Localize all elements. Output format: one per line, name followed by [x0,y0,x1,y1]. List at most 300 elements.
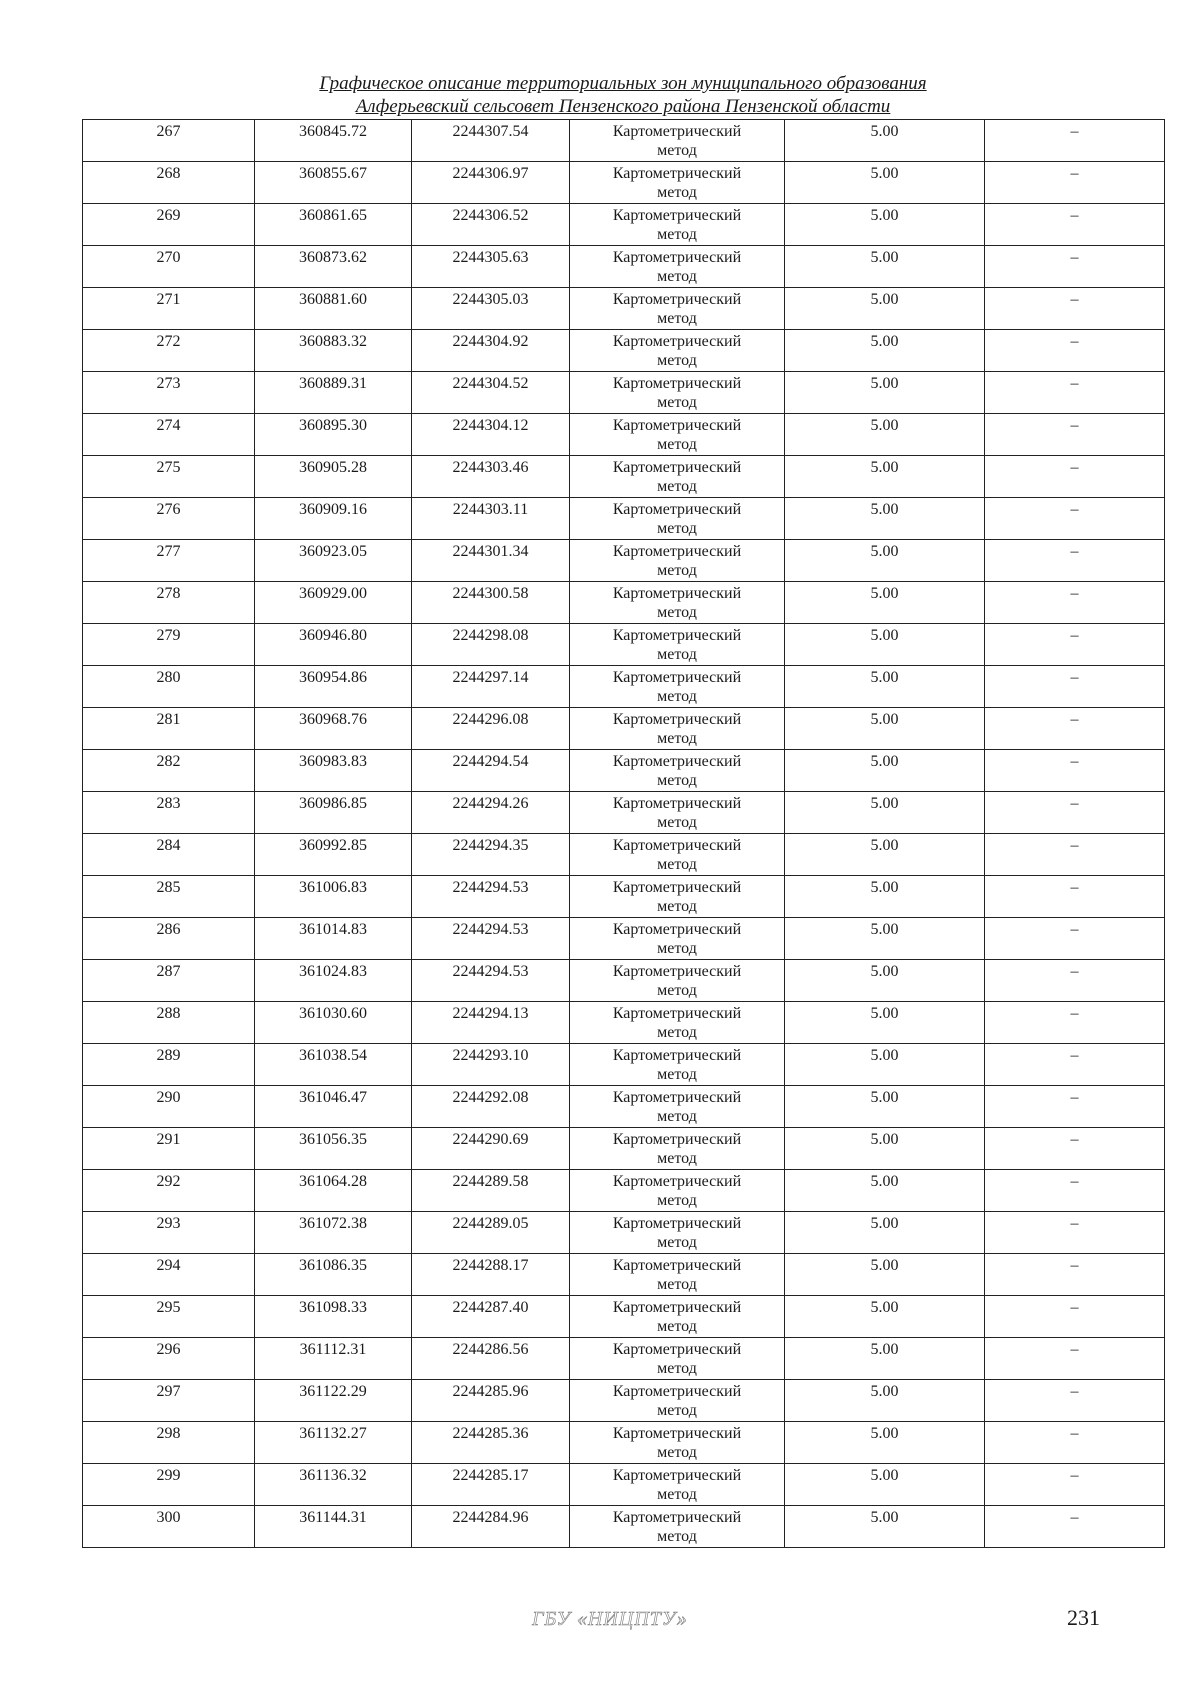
y-coordinate-cell: 2244285.17 [412,1464,570,1506]
point-number-cell: 278 [83,582,255,624]
y-coordinate-cell: 2244306.97 [412,162,570,204]
table-row [83,330,1165,372]
method-cell [570,540,785,582]
point-number-cell: 292 [83,1170,255,1212]
x-coordinate-cell: 360946.80 [255,624,412,666]
method-line-2: метод [657,1528,697,1545]
x-coordinate-cell: 360983.83 [255,750,412,792]
note-cell: – [985,876,1165,918]
accuracy-cell: 5.00 [785,498,985,540]
note-cell: – [985,1464,1165,1506]
accuracy-cell: 5.00 [785,1380,985,1422]
method-line-2: метод [657,898,697,915]
method-line-1: Картометрический [612,1257,742,1274]
method-line-1: Картометрический [612,123,742,140]
y-coordinate-cell: 2244289.58 [412,1170,570,1212]
table-row [83,1254,1165,1296]
method-line-1: Картометрический [612,1215,742,1232]
table-row [83,246,1165,288]
x-coordinate-cell: 361064.28 [255,1170,412,1212]
coordinates-table [82,119,1165,1548]
method-line-1: Картометрический [612,1299,742,1316]
y-coordinate-cell: 2244288.17 [412,1254,570,1296]
point-number-cell: 293 [83,1212,255,1254]
x-coordinate-cell: 361014.83 [255,918,412,960]
accuracy-cell: 5.00 [785,372,985,414]
table-row [83,498,1165,540]
y-coordinate-cell: 2244285.36 [412,1422,570,1464]
point-number-cell: 272 [83,330,255,372]
table-row [83,1506,1165,1548]
method-line-1: Картометрический [612,291,742,308]
table-row [83,624,1165,666]
y-coordinate-cell: 2244298.08 [412,624,570,666]
method-line-1: Картометрический [612,753,742,770]
table-row [83,1464,1165,1506]
point-number-cell: 291 [83,1128,255,1170]
note-cell: – [985,960,1165,1002]
table-row [83,1422,1165,1464]
note-cell: – [985,918,1165,960]
y-coordinate-cell: 2244292.08 [412,1086,570,1128]
method-line-2: метод [657,1276,697,1293]
point-number-cell: 279 [83,624,255,666]
method-cell [570,1464,785,1506]
table-row [83,288,1165,330]
document-header [82,72,1164,118]
x-coordinate-cell: 361046.47 [255,1086,412,1128]
note-cell: – [985,708,1165,750]
y-coordinate-cell: 2244306.52 [412,204,570,246]
note-cell: – [985,204,1165,246]
y-coordinate-cell: 2244304.92 [412,330,570,372]
method-line-1: Картометрический [612,1383,742,1400]
method-cell [570,1338,785,1380]
method-cell [570,1170,785,1212]
method-line-1: Картометрический [612,165,742,182]
point-number-cell: 269 [83,204,255,246]
x-coordinate-cell: 360895.30 [255,414,412,456]
x-coordinate-cell: 360992.85 [255,834,412,876]
x-coordinate-cell: 361072.38 [255,1212,412,1254]
point-number-cell: 290 [83,1086,255,1128]
y-coordinate-cell: 2244304.12 [412,414,570,456]
method-line-1: Картометрический [612,627,742,644]
note-cell: – [985,1002,1165,1044]
x-coordinate-cell: 360845.72 [255,120,412,162]
method-line-2: метод [657,184,697,201]
coordinates-table-body [83,120,1165,1548]
accuracy-cell: 5.00 [785,876,985,918]
table-row [83,1170,1165,1212]
method-line-1: Картометрический [612,375,742,392]
y-coordinate-cell: 2244303.46 [412,456,570,498]
point-number-cell: 288 [83,1002,255,1044]
method-line-1: Картометрический [612,1509,742,1526]
x-coordinate-cell: 360861.65 [255,204,412,246]
accuracy-cell: 5.00 [785,330,985,372]
method-line-2: метод [657,1024,697,1041]
point-number-cell: 282 [83,750,255,792]
point-number-cell: 274 [83,414,255,456]
method-line-1: Картометрический [612,669,742,686]
accuracy-cell: 5.00 [785,120,985,162]
point-number-cell: 273 [83,372,255,414]
x-coordinate-cell: 360923.05 [255,540,412,582]
note-cell: – [985,792,1165,834]
method-cell [570,918,785,960]
point-number-cell: 299 [83,1464,255,1506]
accuracy-cell: 5.00 [785,1128,985,1170]
point-number-cell: 281 [83,708,255,750]
accuracy-cell: 5.00 [785,1170,985,1212]
x-coordinate-cell: 360873.62 [255,246,412,288]
table-row [83,204,1165,246]
method-line-2: метод [657,1402,697,1419]
method-line-2: метод [657,562,697,579]
accuracy-cell: 5.00 [785,582,985,624]
method-cell [570,1128,785,1170]
x-coordinate-cell: 361122.29 [255,1380,412,1422]
method-line-2: метод [657,226,697,243]
x-coordinate-cell: 361136.32 [255,1464,412,1506]
method-line-2: метод [657,310,697,327]
method-line-1: Картометрический [612,1131,742,1148]
method-cell [570,246,785,288]
accuracy-cell: 5.00 [785,1506,985,1548]
x-coordinate-cell: 360909.16 [255,498,412,540]
y-coordinate-cell: 2244304.52 [412,372,570,414]
method-cell [570,582,785,624]
table-row [83,1338,1165,1380]
table-row [83,120,1165,162]
note-cell: – [985,120,1165,162]
footer-organization: ГБУ «НИЦПТУ» [532,1608,688,1630]
method-line-1: Картометрический [612,1047,742,1064]
method-cell [570,1002,785,1044]
method-cell [570,1086,785,1128]
accuracy-cell: 5.00 [785,1422,985,1464]
note-cell: – [985,246,1165,288]
x-coordinate-cell: 361098.33 [255,1296,412,1338]
accuracy-cell: 5.00 [785,666,985,708]
x-coordinate-cell: 361086.35 [255,1254,412,1296]
x-coordinate-cell: 361030.60 [255,1002,412,1044]
y-coordinate-cell: 2244294.26 [412,792,570,834]
table-row [83,834,1165,876]
method-line-2: метод [657,940,697,957]
method-line-1: Картометрический [612,795,742,812]
x-coordinate-cell: 360855.67 [255,162,412,204]
accuracy-cell: 5.00 [785,1464,985,1506]
point-number-cell: 297 [83,1380,255,1422]
accuracy-cell: 5.00 [785,414,985,456]
method-cell [570,372,785,414]
x-coordinate-cell: 361144.31 [255,1506,412,1548]
x-coordinate-cell: 361112.31 [255,1338,412,1380]
table-row [83,1212,1165,1254]
page-number: 231 [1067,1605,1100,1630]
y-coordinate-cell: 2244285.96 [412,1380,570,1422]
table-row [83,1044,1165,1086]
point-number-cell: 283 [83,792,255,834]
accuracy-cell: 5.00 [785,162,985,204]
note-cell: – [985,750,1165,792]
y-coordinate-cell: 2244294.53 [412,960,570,1002]
method-cell [570,876,785,918]
method-cell [570,1422,785,1464]
accuracy-cell: 5.00 [785,960,985,1002]
accuracy-cell: 5.00 [785,1338,985,1380]
note-cell: – [985,1212,1165,1254]
y-coordinate-cell: 2244284.96 [412,1506,570,1548]
method-cell [570,330,785,372]
method-cell [570,162,785,204]
method-cell [570,288,785,330]
y-coordinate-cell: 2244303.11 [412,498,570,540]
method-line-2: метод [657,772,697,789]
note-cell: – [985,1338,1165,1380]
method-line-2: метод [657,268,697,285]
method-cell [570,1044,785,1086]
x-coordinate-cell: 360968.76 [255,708,412,750]
method-line-2: метод [657,352,697,369]
y-coordinate-cell: 2244294.35 [412,834,570,876]
x-coordinate-cell: 360881.60 [255,288,412,330]
y-coordinate-cell: 2244287.40 [412,1296,570,1338]
note-cell: – [985,582,1165,624]
method-cell [570,750,785,792]
point-number-cell: 300 [83,1506,255,1548]
note-cell: – [985,1044,1165,1086]
method-line-1: Картометрический [612,459,742,476]
method-cell [570,120,785,162]
method-line-1: Картометрический [612,501,742,518]
note-cell: – [985,540,1165,582]
accuracy-cell: 5.00 [785,540,985,582]
point-number-cell: 296 [83,1338,255,1380]
table-row [83,372,1165,414]
method-line-2: метод [657,1108,697,1125]
method-line-1: Картометрический [612,1425,742,1442]
y-coordinate-cell: 2244293.10 [412,1044,570,1086]
table-row [83,876,1165,918]
y-coordinate-cell: 2244290.69 [412,1128,570,1170]
note-cell: – [985,1380,1165,1422]
note-cell: – [985,666,1165,708]
accuracy-cell: 5.00 [785,918,985,960]
y-coordinate-cell: 2244286.56 [412,1338,570,1380]
point-number-cell: 287 [83,960,255,1002]
point-number-cell: 284 [83,834,255,876]
note-cell: – [985,162,1165,204]
x-coordinate-cell: 360929.00 [255,582,412,624]
note-cell: – [985,1128,1165,1170]
method-line-1: Картометрический [612,1173,742,1190]
method-cell [570,204,785,246]
y-coordinate-cell: 2244294.54 [412,750,570,792]
method-line-1: Картометрический [612,963,742,980]
note-cell: – [985,624,1165,666]
accuracy-cell: 5.00 [785,204,985,246]
method-line-1: Картометрический [612,249,742,266]
point-number-cell: 268 [83,162,255,204]
method-line-2: метод [657,1192,697,1209]
note-cell: – [985,330,1165,372]
method-line-2: метод [657,646,697,663]
accuracy-cell: 5.00 [785,792,985,834]
x-coordinate-cell: 361038.54 [255,1044,412,1086]
table-row [83,456,1165,498]
x-coordinate-cell: 360889.31 [255,372,412,414]
accuracy-cell: 5.00 [785,1086,985,1128]
x-coordinate-cell: 360986.85 [255,792,412,834]
method-line-1: Картометрический [612,879,742,896]
table-row [83,1086,1165,1128]
header-line-2: Алферьевский сельсовет Пензенского района Пензенской области [355,96,891,117]
method-line-1: Картометрический [612,207,742,224]
method-line-1: Картометрический [612,585,742,602]
note-cell: – [985,372,1165,414]
y-coordinate-cell: 2244296.08 [412,708,570,750]
method-line-1: Картометрический [612,1089,742,1106]
method-line-1: Картометрический [612,1467,742,1484]
point-number-cell: 298 [83,1422,255,1464]
method-cell [570,414,785,456]
note-cell: – [985,1296,1165,1338]
note-cell: – [985,1506,1165,1548]
y-coordinate-cell: 2244289.05 [412,1212,570,1254]
x-coordinate-cell: 360954.86 [255,666,412,708]
header-line-1: Графическое описание территориальных зон муниципального образования [319,73,927,94]
method-line-2: метод [657,856,697,873]
method-cell [570,1212,785,1254]
y-coordinate-cell: 2244307.54 [412,120,570,162]
table-row [83,162,1165,204]
method-line-2: метод [657,520,697,537]
y-coordinate-cell: 2244305.63 [412,246,570,288]
table-row [83,1002,1165,1044]
point-number-cell: 285 [83,876,255,918]
method-line-2: метод [657,982,697,999]
note-cell: – [985,1254,1165,1296]
x-coordinate-cell: 361132.27 [255,1422,412,1464]
method-line-2: метод [657,688,697,705]
note-cell: – [985,834,1165,876]
point-number-cell: 286 [83,918,255,960]
method-line-2: метод [657,604,697,621]
table-row [83,960,1165,1002]
method-line-2: метод [657,1318,697,1335]
accuracy-cell: 5.00 [785,1254,985,1296]
note-cell: – [985,498,1165,540]
point-number-cell: 289 [83,1044,255,1086]
point-number-cell: 295 [83,1296,255,1338]
table-row [83,1296,1165,1338]
method-line-1: Картометрический [612,711,742,728]
accuracy-cell: 5.00 [785,834,985,876]
method-line-2: метод [657,1234,697,1251]
table-row [83,708,1165,750]
method-line-2: метод [657,436,697,453]
accuracy-cell: 5.00 [785,1044,985,1086]
note-cell: – [985,456,1165,498]
method-line-1: Картометрический [612,921,742,938]
method-line-1: Картометрический [612,837,742,854]
accuracy-cell: 5.00 [785,1212,985,1254]
table-row [83,750,1165,792]
note-cell: – [985,1086,1165,1128]
x-coordinate-cell: 360905.28 [255,456,412,498]
x-coordinate-cell: 361056.35 [255,1128,412,1170]
accuracy-cell: 5.00 [785,750,985,792]
method-line-2: метод [657,478,697,495]
method-line-1: Картометрический [612,543,742,560]
method-line-1: Картометрический [612,1341,742,1358]
method-cell [570,624,785,666]
table-row [83,666,1165,708]
accuracy-cell: 5.00 [785,1002,985,1044]
point-number-cell: 280 [83,666,255,708]
point-number-cell: 271 [83,288,255,330]
method-cell [570,708,785,750]
method-line-2: метод [657,142,697,159]
accuracy-cell: 5.00 [785,246,985,288]
accuracy-cell: 5.00 [785,624,985,666]
method-cell [570,960,785,1002]
y-coordinate-cell: 2244297.14 [412,666,570,708]
accuracy-cell: 5.00 [785,456,985,498]
method-line-2: метод [657,1360,697,1377]
note-cell: – [985,1170,1165,1212]
note-cell: – [985,288,1165,330]
method-line-1: Картометрический [612,417,742,434]
y-coordinate-cell: 2244300.58 [412,582,570,624]
point-number-cell: 267 [83,120,255,162]
note-cell: – [985,1422,1165,1464]
method-cell [570,666,785,708]
accuracy-cell: 5.00 [785,1296,985,1338]
y-coordinate-cell: 2244294.53 [412,918,570,960]
method-cell [570,498,785,540]
method-cell [570,1380,785,1422]
method-line-2: метод [657,814,697,831]
method-line-1: Картометрический [612,1005,742,1022]
method-cell [570,792,785,834]
method-cell [570,456,785,498]
y-coordinate-cell: 2244294.13 [412,1002,570,1044]
y-coordinate-cell: 2244301.34 [412,540,570,582]
method-line-2: метод [657,1150,697,1167]
point-number-cell: 270 [83,246,255,288]
method-line-1: Картометрический [612,333,742,350]
table-row [83,540,1165,582]
method-line-2: метод [657,1486,697,1503]
point-number-cell: 294 [83,1254,255,1296]
method-cell [570,1296,785,1338]
method-line-2: метод [657,1444,697,1461]
accuracy-cell: 5.00 [785,288,985,330]
y-coordinate-cell: 2244294.53 [412,876,570,918]
table-row [83,792,1165,834]
point-number-cell: 276 [83,498,255,540]
x-coordinate-cell: 361024.83 [255,960,412,1002]
table-row [83,414,1165,456]
method-cell [570,1506,785,1548]
x-coordinate-cell: 361006.83 [255,876,412,918]
point-number-cell: 277 [83,540,255,582]
table-row [83,918,1165,960]
